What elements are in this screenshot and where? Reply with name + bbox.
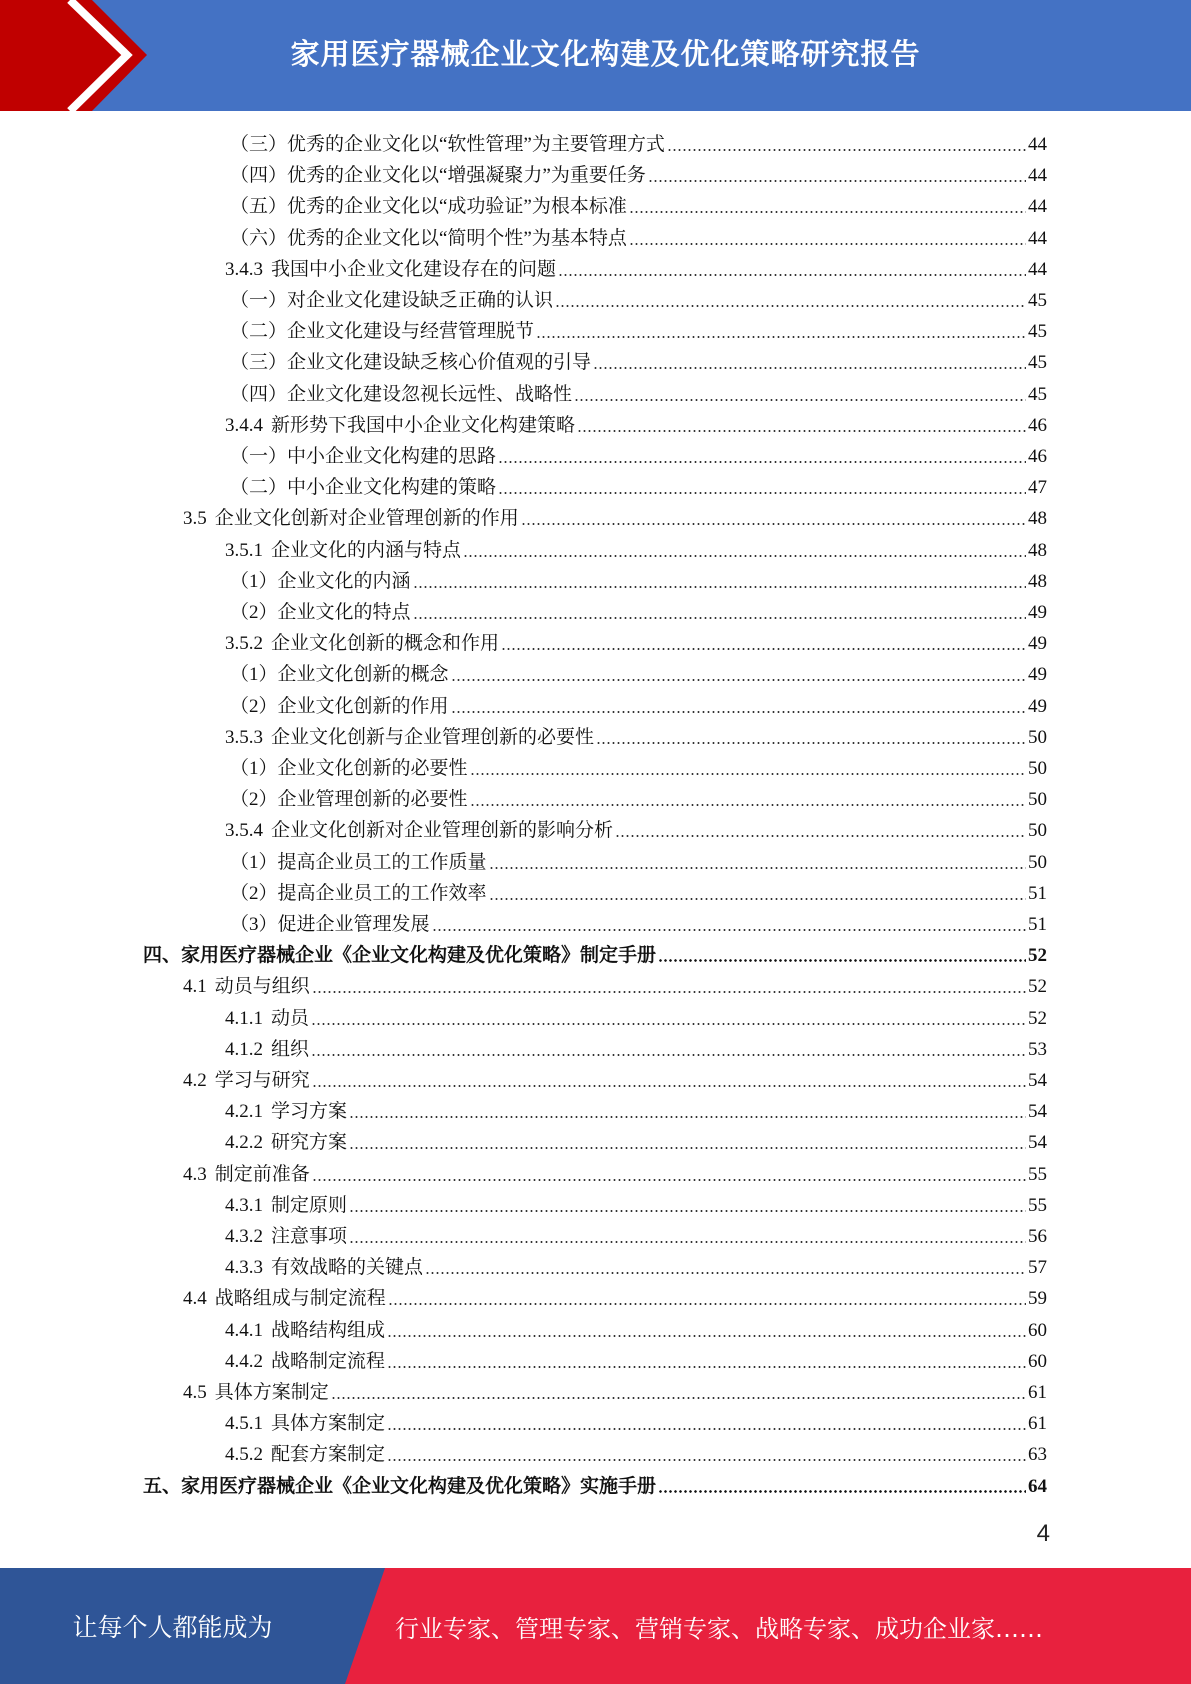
toc-entry-page: 50 [1028,758,1047,779]
toc-entry-number: 3.4.3 [225,259,263,280]
toc-entry-page: 44 [1028,196,1047,217]
toc-entry-title [230,320,534,344]
toc-entry-title [225,1225,347,1249]
toc-entry[interactable] [225,1249,1047,1280]
toc-leader-dots [470,804,1026,806]
toc-entry[interactable] [225,1031,1047,1062]
toc-entry-text: 制定原则 [271,1195,348,1216]
toc-entry[interactable] [225,1124,1047,1155]
toc-entry-text: 学习与研究 [214,1070,310,1091]
page-header [0,0,1191,111]
toc-leader-dots [593,367,1026,369]
toc-leader-dots [501,648,1026,650]
toc-entry-text: 具体方案制定 [214,1382,329,1403]
toc-entry-text: （2）企业文化的特点 [230,602,411,623]
toc-leader-dots [387,1366,1026,1368]
toc-entry-text: （1）企业文化创新的概念 [230,664,449,685]
toc-entry-page: 50 [1028,820,1047,841]
toc-leader-dots [311,1054,1026,1056]
toc-entry-number: 4.2 [183,1070,207,1091]
toc-entry-title [230,851,487,875]
toc-entry[interactable] [230,344,1047,375]
toc-entry[interactable] [183,1280,1047,1311]
toc-entry-text: 配套方案制定 [271,1444,386,1465]
toc-entry-number: 3.5.1 [225,540,263,561]
toc-leader-dots [432,929,1026,931]
toc-entry-title [183,1069,310,1093]
toc-entry-title [230,601,411,625]
toc-entry-page: 45 [1028,384,1047,405]
toc-entry[interactable] [230,313,1047,344]
toc-entry-page: 47 [1028,477,1047,498]
toc-entry[interactable] [230,220,1047,251]
page-number: 4 [1036,1520,1050,1547]
toc-entry-title [230,663,449,687]
toc-entry[interactable] [230,469,1047,500]
toc-entry-page: 44 [1028,228,1047,249]
header-title: 家用医疗器械企业文化构建及优化策略研究报告 [290,37,921,71]
toc-entry[interactable] [230,906,1047,937]
toc-entry[interactable] [230,188,1047,219]
toc-entry-text: 具体方案制定 [271,1413,386,1434]
toc-leader-dots [311,1023,1026,1025]
toc-entry[interactable] [230,781,1047,812]
toc-leader-dots [596,742,1026,744]
toc-entry-title [230,133,665,157]
toc-entry-text: 注意事项 [271,1226,348,1247]
toc-entry-number: 4.4.2 [225,1351,263,1372]
toc-entry-page: 60 [1028,1320,1047,1341]
toc-entry-text: （四）企业文化建设忽视长远性、战略性 [230,384,573,405]
toc-entry-text: 企业文化创新对企业管理创新的影响分析 [271,820,614,841]
toc-entry-title [230,351,591,375]
toc-entry-page: 45 [1028,321,1047,342]
page-footer [0,1568,1191,1684]
footer-slogan-right: 行业专家、管理专家、营销专家、战略专家、成功企业家…… [395,1614,1043,1643]
toc-entry-title [225,1100,347,1124]
toc-entry-text: （一）对企业文化建设缺乏正确的认识 [230,290,554,311]
toc-leader-dots [387,1428,1026,1430]
toc-entry-text: 战略组成与制定流程 [214,1288,386,1309]
toc-entry[interactable] [225,1436,1047,1467]
toc-entry-text: （三）优秀的企业文化以“软性管理”为主要管理方式 [230,134,665,155]
toc-entry-number: 4.3.3 [225,1257,263,1278]
toc-entry[interactable] [183,500,1047,531]
toc-entry-text: 企业文化创新的概念和作用 [271,633,500,654]
toc-entry-text: （二）企业文化建设与经营管理脱节 [230,321,535,342]
toc-entry-page: 61 [1028,1382,1047,1403]
toc-entry-number: 4.3 [183,1164,207,1185]
toc-leader-dots [555,305,1026,307]
toc-entry[interactable] [230,875,1047,906]
toc-leader-dots [629,211,1026,213]
toc-entry-number: 3.5 [183,508,207,529]
toc-entry-text: （2）企业管理创新的必要性 [230,789,468,810]
toc-entry[interactable] [230,656,1047,687]
toc-entry-number: 3.4.4 [225,415,263,436]
toc-entry-page: 44 [1028,259,1047,280]
toc-entry-text: 动员与组织 [214,976,310,997]
toc-leader-dots [629,243,1026,245]
footer-slogan-left: 让每个人都能成为 [72,1613,273,1642]
toc-entry[interactable] [183,968,1047,999]
toc-entry-page: 48 [1028,540,1047,561]
toc-entry-title [230,445,496,469]
toc-entry-number: 3.5.2 [225,633,263,654]
toc-entry-text: 企业文化创新对企业管理创新的作用 [214,508,519,529]
toc-entry-page: 52 [1028,945,1047,966]
toc-leader-dots [498,492,1026,494]
toc-entry-text: 企业文化创新与企业管理创新的必要性 [271,727,595,748]
toc-entry[interactable] [225,407,1047,438]
toc-leader-dots [577,430,1026,432]
toc-entry[interactable] [183,1374,1047,1405]
toc-entry[interactable] [225,1312,1047,1343]
toc-entry-text: （1）企业文化的内涵 [230,571,411,592]
toc-entry-text: 新形势下我国中小企业文化构建策略 [271,415,576,436]
toc-entry-text: （3）促进企业管理发展 [230,914,430,935]
toc-entry-page: 61 [1028,1413,1047,1434]
toc-leader-dots [451,679,1026,681]
toc-leader-dots [413,617,1026,619]
toc-entry-page: 46 [1028,415,1047,436]
toc-entry-title [225,258,556,282]
toc-entry[interactable] [230,750,1047,781]
toc-entry[interactable] [230,438,1047,469]
toc-entry[interactable] [225,1093,1047,1124]
toc-entry[interactable] [230,126,1047,157]
toc-leader-dots [470,773,1026,775]
toc-leader-dots [521,523,1026,525]
toc-entry-page: 49 [1028,633,1047,654]
toc-leader-dots [658,959,1026,962]
toc-entry-page: 54 [1028,1070,1047,1091]
toc-entry-text: 四、家用医疗器械企业《企业文化构建及优化策略》制定手册 [143,945,657,966]
toc-entry[interactable] [225,532,1047,563]
toc-entry-page: 52 [1028,976,1047,997]
toc-entry-title [183,975,310,999]
toc-entry-text: （一）中小企业文化构建的思路 [230,446,497,467]
toc-leader-dots [349,1116,1026,1118]
toc-entry-title [230,289,553,313]
toc-entry[interactable] [230,157,1047,188]
toc-entry-number: 4.1.2 [225,1039,263,1060]
toc-entry-text: 学习方案 [271,1101,348,1122]
toc-leader-dots [387,1335,1026,1337]
toc-entry-title [230,788,468,812]
toc-leader-dots [558,274,1026,276]
toc-entry-page: 49 [1028,696,1047,717]
toc-leader-dots [489,898,1026,900]
toc-entry-page: 52 [1028,1008,1047,1029]
toc-entry-number: 4.2.1 [225,1101,263,1122]
toc-entry-number: 4.1 [183,976,207,997]
toc-entry-title [230,164,646,188]
toc-entry[interactable] [230,282,1047,313]
toc-entry-page: 55 [1028,1164,1047,1185]
toc-entry[interactable] [225,1343,1047,1374]
toc-entry-page: 48 [1028,571,1047,592]
toc-entry-title [225,1412,385,1436]
toc-entry-page: 63 [1028,1444,1047,1465]
toc-entry-text: （2）企业文化创新的作用 [230,696,449,717]
toc-entry-text: （2）提高企业员工的工作效率 [230,883,487,904]
toc-entry-number: 4.5 [183,1382,207,1403]
toc-entry-text: 战略制定流程 [271,1351,386,1372]
toc-entry-title [225,1443,385,1467]
toc-entry-page: 59 [1028,1288,1047,1309]
toc-entry-title [225,1007,309,1031]
toc-entry[interactable] [230,844,1047,875]
toc-entry-text: （五）优秀的企业文化以“成功验证”为根本标准 [230,196,627,217]
toc-entry-title [225,819,613,843]
toc-entry[interactable] [183,1062,1047,1093]
toc-entry-number: 4.3.1 [225,1195,263,1216]
toc-entry-text: （四）优秀的企业文化以“增强凝聚力”为重要任务 [230,165,646,186]
toc-entry-title [225,539,461,563]
toc-entry-number: 4.5.2 [225,1444,263,1465]
toc-entry-title [230,195,627,219]
toc-entry-title [225,1038,309,1062]
toc-entry[interactable] [225,1405,1047,1436]
toc-entry[interactable] [183,1156,1047,1187]
toc-entry-page: 54 [1028,1132,1047,1153]
toc-entry-text: 战略结构组成 [271,1320,386,1341]
toc-entry-title [230,227,627,251]
toc-leader-dots [615,835,1026,837]
toc-entry-text: （1）企业文化创新的必要性 [230,758,468,779]
toc-entry-page: 56 [1028,1226,1047,1247]
toc-entry[interactable] [225,1000,1047,1031]
toc-entry[interactable] [230,376,1047,407]
toc-entry-title [225,1131,347,1155]
toc-entry[interactable] [230,563,1047,594]
toc-entry-title [230,882,487,906]
toc-entry[interactable] [143,937,1047,968]
toc-entry-page: 55 [1028,1195,1047,1216]
toc-entry-title [230,695,449,719]
toc-leader-dots [425,1272,1026,1274]
toc-entry-number: 3.5.4 [225,820,263,841]
toc-entry-page: 54 [1028,1101,1047,1122]
toc-entry-text: 制定前准备 [214,1164,310,1185]
toc-entry-number: 4.3.2 [225,1226,263,1247]
toc-entry[interactable] [225,719,1047,750]
toc-entry-number: 4.4.1 [225,1320,263,1341]
toc-entry-title [183,1287,386,1311]
toc-entry-page: 44 [1028,165,1047,186]
toc-entry-number: 4.2.2 [225,1132,263,1153]
toc-entry-page: 44 [1028,134,1047,155]
toc-leader-dots [331,1397,1026,1399]
toc-leader-dots [413,586,1026,588]
toc-leader-dots [648,180,1026,182]
toc-entry[interactable] [225,1187,1047,1218]
toc-entry-text: 五、家用医疗器械企业《企业文化构建及优化策略》实施手册 [143,1476,657,1497]
toc-entry-title [183,507,519,531]
toc-entry-page: 50 [1028,727,1047,748]
toc-entry-page: 51 [1028,883,1047,904]
toc-entry-title [225,726,594,750]
toc-entry-title [183,1163,310,1187]
toc-entry-number: 3.5.3 [225,727,263,748]
toc-leader-dots [667,149,1026,151]
toc-leader-dots [349,1210,1026,1212]
toc-entry[interactable] [143,1468,1047,1499]
toc-entry-text: （三）企业文化建设缺乏核心价值观的引导 [230,352,592,373]
toc-entry-title [225,1194,347,1218]
toc-entry[interactable] [225,1218,1047,1249]
toc-entry-title [230,476,496,500]
toc-leader-dots [463,555,1026,557]
toc-entry-title [225,1256,423,1280]
toc-leader-dots [658,1490,1026,1493]
toc-entry-text: 动员 [271,1008,310,1029]
toc-entry[interactable] [230,594,1047,625]
toc-entry-title [230,913,430,937]
toc-entry-title [183,1381,329,1405]
toc-entry-title [225,1319,385,1343]
toc-entry-text: （六）优秀的企业文化以“简明个性”为基本特点 [230,228,627,249]
toc-entry-title [230,383,572,407]
toc-leader-dots [536,336,1026,338]
toc-entry-title [230,757,468,781]
toc-entry-title [225,632,499,656]
toc-entry-text: 我国中小企业文化建设存在的问题 [271,259,557,280]
toc-entry-text: 研究方案 [271,1132,348,1153]
toc-leader-dots [312,1179,1026,1181]
toc-entry-page: 49 [1028,664,1047,685]
toc-entry-title [143,944,656,968]
toc-entry-page: 45 [1028,352,1047,373]
toc-entry-page: 45 [1028,290,1047,311]
toc-entry-page: 50 [1028,789,1047,810]
toc-leader-dots [387,1459,1026,1461]
toc-entry-page: 57 [1028,1257,1047,1278]
toc-leader-dots [451,711,1026,713]
toc-entry-text: （1）提高企业员工的工作质量 [230,852,487,873]
toc-entry-title [143,1475,656,1499]
toc-entry-page: 49 [1028,602,1047,623]
toc-entry[interactable] [225,812,1047,843]
toc-entry-number: 4.1.1 [225,1008,263,1029]
toc-entry-page: 48 [1028,508,1047,529]
toc-entry-number: 4.5.1 [225,1413,263,1434]
toc-entry-text: 组织 [271,1039,310,1060]
toc-entry-text: （二）中小企业文化构建的策略 [230,477,497,498]
toc-entry-page: 51 [1028,914,1047,935]
toc-entry-text: 企业文化的内涵与特点 [271,540,462,561]
toc-leader-dots [489,867,1026,869]
toc-entry[interactable] [225,625,1047,656]
toc-leader-dots [388,1303,1026,1305]
toc-entry-page: 46 [1028,446,1047,467]
toc-entry[interactable] [230,688,1047,719]
toc-entry-page: 50 [1028,852,1047,873]
toc-leader-dots [312,991,1026,993]
toc-entry-text: 有效战略的关键点 [271,1257,424,1278]
toc-entry-number: 4.4 [183,1288,207,1309]
toc-leader-dots [349,1147,1026,1149]
toc-leader-dots [574,399,1026,401]
toc-entry[interactable] [225,251,1047,282]
toc-leader-dots [349,1241,1026,1243]
toc-entry-title [230,570,411,594]
toc-entry-page: 53 [1028,1039,1047,1060]
toc-leader-dots [498,461,1026,463]
toc-entry-title [225,1350,385,1374]
toc-leader-dots [312,1085,1026,1087]
toc-entry-page: 60 [1028,1351,1047,1372]
toc-entry-page: 64 [1028,1476,1047,1497]
toc-entry-title [225,414,575,438]
